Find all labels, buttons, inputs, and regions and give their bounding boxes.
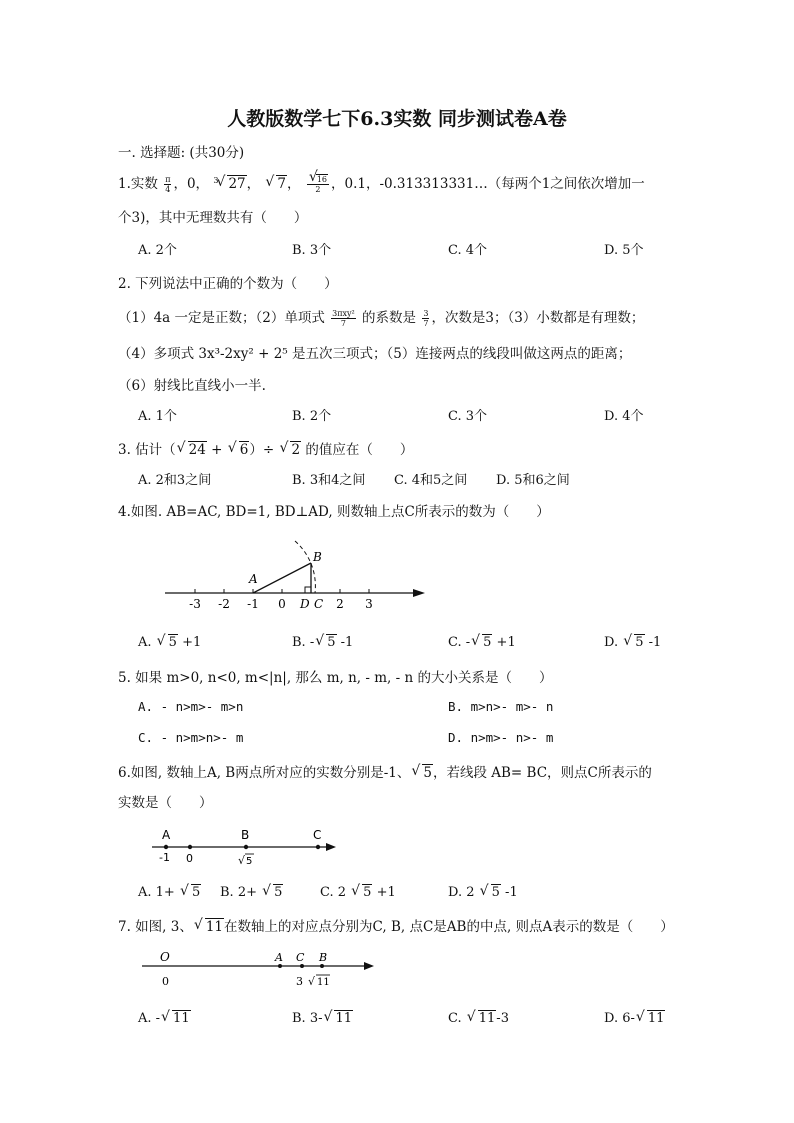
q4-tick-label: 3	[365, 597, 373, 611]
q1-root-index: 3	[213, 175, 219, 185]
q6-label-b: B	[241, 828, 250, 842]
q7-option-c[interactable]	[448, 1011, 509, 1026]
q3-option-d[interactable]: D. 5和6之间	[496, 473, 570, 488]
q4-option-a[interactable]	[138, 635, 201, 650]
q6-label-sqrt5: 5	[246, 856, 253, 867]
q1-r16: 16	[316, 175, 327, 184]
q7-b-pre: B. 3-	[292, 1011, 323, 1026]
q5-option-c[interactable]: C. - n>m>n>- m	[138, 730, 244, 745]
q6-a-rad: 5	[191, 885, 201, 900]
q4-b-rad: 5	[327, 635, 336, 650]
q6-label-zero: 0	[186, 852, 193, 865]
q4-tick-label: 2	[336, 597, 344, 611]
q6-b-pre: B. 2+	[220, 885, 262, 900]
q1-r27: 27	[228, 176, 246, 192]
q4-option-b[interactable]	[292, 635, 353, 650]
q6-option-c[interactable]	[320, 885, 396, 900]
q6-label-c: C	[313, 828, 322, 842]
q1-option-a[interactable]: A. 2个	[138, 243, 177, 258]
pi-over-4	[164, 175, 171, 194]
sqrt-6	[228, 442, 250, 458]
q6-option-b[interactable]	[220, 885, 283, 900]
q2-option-a[interactable]: A. 1个	[138, 409, 177, 424]
q3-r24: 24	[188, 442, 206, 458]
q7-option-b[interactable]	[292, 1011, 353, 1026]
q7-label-zero: 0	[162, 975, 169, 988]
question-1-line-1: 1.实数 $\frac{\pi}{4}$ ，0， $^3$√ 27， √ 7， √ $\frac{16}{2}$ ，0.1，-0.313313331…（每两个1之间依次增加一	[118, 172, 645, 194]
q2-frac-den: 7	[340, 319, 346, 328]
q2-l1d: ，次数是3；（3）小数都是有理数；	[431, 310, 645, 326]
q4-label-d: D	[300, 597, 310, 611]
q3-c: 的值应在（ ）	[301, 442, 414, 458]
q1-four: 4	[165, 185, 171, 194]
q4-tick-label: -1	[247, 597, 259, 611]
q4-axis-arrow	[413, 589, 425, 597]
q4-c-post: +1	[492, 635, 516, 650]
q1-option-d[interactable]: D. 5个	[604, 243, 644, 258]
q3-b: ）÷	[249, 442, 279, 458]
q6-label-a: A	[162, 828, 171, 842]
q2-frac-num: 3πxy²	[332, 309, 355, 318]
q1-option-c[interactable]: C. 4个	[448, 243, 488, 258]
q6-label-minus-one: -1	[159, 851, 170, 864]
question-2-line-3: （6）射线比直线小一半.	[118, 378, 266, 394]
q3-r6: 6	[239, 442, 249, 458]
q3-a: 3. 估计（	[118, 442, 176, 458]
sqrt-5	[411, 765, 433, 781]
q2-l1b: 的系数是	[362, 310, 417, 326]
q1-tail: ，0.1，-0.313313331…（每两个1之间依次增加一	[331, 176, 645, 192]
question-2-stem: 2. 下列说法中正确的个数为（ ）	[118, 276, 338, 292]
q6-axis-arrow	[326, 843, 336, 851]
sqrt-11	[194, 919, 224, 935]
q7-axis-arrow	[364, 962, 374, 970]
q4-option-d[interactable]	[604, 635, 661, 650]
q4-d-rad: 5	[635, 635, 644, 650]
q4-right-angle	[305, 587, 311, 593]
q7-d-rad: 11	[647, 1011, 665, 1026]
question-2-line-2: （4）多项式 3x³-2xy² + 2⁵ 是五次三项式；（5）连接两点的线段叫做这两点的距离；	[118, 346, 632, 362]
q7-a-pre: A. -	[138, 1011, 161, 1026]
q1-pi: π	[165, 175, 171, 184]
q3-option-b[interactable]: B. 3和4之间	[292, 473, 366, 488]
q6-d-pre: D. 2	[448, 885, 479, 900]
q4-label-a: A	[249, 572, 258, 586]
q2-c-den: 7	[423, 319, 429, 328]
q4-number-line-figure	[155, 535, 435, 615]
q6-point-c	[316, 845, 320, 849]
sqrt16-over-2	[307, 175, 329, 194]
q2-c-num: 3	[423, 309, 429, 318]
q7-option-a[interactable]	[138, 1011, 191, 1026]
q4-arc	[295, 541, 315, 593]
page-title: 人教版数学七下6.3实数 同步测试卷A卷	[227, 108, 567, 130]
q1-zero: ，0，	[173, 176, 210, 192]
q2-l1a: （1）4a 一定是正数；（2）单项式	[118, 310, 325, 326]
q6-c-pre: C. 2	[320, 885, 351, 900]
q1-prefix: 1.实数	[118, 176, 158, 192]
q6-r5: 5	[423, 765, 432, 781]
q6-point-a	[164, 845, 168, 849]
q7-point-b	[320, 964, 324, 968]
q7-sqrt-sign: √	[308, 975, 316, 988]
sqrt-7	[265, 176, 287, 192]
q3-r2: 2	[291, 442, 301, 458]
q3-option-a[interactable]: A. 2和3之间	[138, 473, 212, 488]
q7-c-pre: C.	[448, 1011, 466, 1026]
cube-root-27	[213, 176, 246, 193]
q6-c-post: +1	[372, 885, 396, 900]
sqrt-2	[279, 442, 301, 458]
q7-b: 在数轴上的对应点分别为C, B, 点C是AB的中点, 则点A表示的数是（ ）	[224, 919, 674, 935]
q7-label-b: B	[319, 951, 328, 964]
q3-plus: +	[206, 442, 227, 458]
q1-r7: 7	[277, 176, 287, 192]
q6-d-rad: 5	[491, 885, 500, 900]
three-sevenths	[422, 309, 429, 328]
q4-a-pre: A.	[138, 635, 156, 650]
question-1-line-2: 个3)，其中无理数共有（ ）	[118, 210, 308, 226]
question-7-stem	[118, 915, 674, 935]
q6-point-zero	[188, 845, 192, 849]
q6-option-d[interactable]	[448, 885, 518, 900]
q7-a: 7. 如图, 3、	[118, 919, 193, 935]
q4-option-c[interactable]	[448, 635, 516, 650]
q7-point-c	[300, 964, 304, 968]
q7-number-line-figure	[140, 948, 380, 993]
q6-a: 6.如图, 数轴上A, B两点所对应的实数分别是-1、	[118, 765, 411, 781]
q3-option-c[interactable]: C. 4和5之间	[394, 473, 468, 488]
q7-label-c: C	[296, 951, 305, 964]
q7-d-pre: D. 6-	[604, 1011, 635, 1026]
q6-b: ，若线段 AB= BC，则点C所表示的	[432, 765, 652, 781]
q4-d-post: -1	[644, 635, 662, 650]
q5-option-d[interactable]: D. n>m>- n>- m	[448, 730, 554, 745]
q7-option-d[interactable]	[604, 1011, 665, 1026]
q2-option-b[interactable]: B. 2个	[292, 409, 332, 424]
q6-d-post: -1	[500, 885, 518, 900]
q4-tick-label: 0	[278, 597, 286, 611]
q1-option-b[interactable]: B. 3个	[292, 243, 332, 258]
q4-a-post: +1	[177, 635, 202, 650]
q7-point-a	[278, 964, 282, 968]
q2-option-d[interactable]: D. 4个	[604, 409, 644, 424]
q4-segment-ab	[253, 563, 311, 593]
q4-c-rad: 5	[483, 635, 492, 650]
q4-a-rad: 5	[168, 635, 177, 650]
q7-b-rad: 11	[335, 1011, 353, 1026]
q4-tick-label: -2	[218, 597, 230, 611]
q4-c-pre: C. -	[448, 635, 471, 650]
question-4-stem: 4.如图. AB=AC, BD=1, BD⊥AD, 则数轴上点C所表示的数为（ ）	[118, 504, 550, 520]
q7-label-sqrt11: 11	[317, 977, 330, 988]
q7-label-three: 3	[296, 975, 303, 988]
sqrt-24	[177, 442, 207, 458]
q4-label-b: B	[313, 550, 322, 564]
q7-label-a: A	[275, 951, 283, 964]
q4-tick-label: -3	[189, 597, 201, 611]
q6-c-rad: 5	[363, 885, 372, 900]
q4-label-c: C	[314, 597, 324, 611]
q2-option-c[interactable]: C. 3个	[448, 409, 488, 424]
q7-label-o: O	[160, 950, 170, 964]
q4-b-post: -1	[336, 635, 354, 650]
question-6-line-2: 实数是（ ）	[118, 795, 213, 811]
q6-point-b	[244, 845, 248, 849]
q7-c-post: -3	[496, 1011, 509, 1026]
question-6-line-1	[118, 761, 652, 781]
q4-b-pre: B. -	[292, 635, 315, 650]
q6-number-line-figure	[148, 825, 343, 870]
q7-r11: 11	[205, 919, 224, 935]
question-5-stem: 5. 如果 m>0, n<0, m<|n|, 那么 m, n, - m, - n 的大小关系是（ ）	[118, 670, 553, 686]
question-3-stem	[118, 438, 413, 458]
question-2-line-1	[118, 306, 644, 328]
q4-d-pre: D.	[604, 635, 623, 650]
q6-a-pre: A. 1+	[138, 885, 179, 900]
q5-option-b[interactable]: B. m>n>- m>- n	[448, 699, 554, 714]
q7-a-rad: 11	[173, 1011, 190, 1026]
section-heading: 一. 选择题: (共30分)	[118, 145, 245, 161]
q6-option-a[interactable]	[138, 885, 201, 900]
q7-c-rad: 11	[478, 1011, 496, 1026]
coef-fraction	[331, 309, 356, 328]
q1-two: 2	[315, 185, 321, 194]
q6-b-rad: 5	[274, 885, 283, 900]
q6-sqrt-sign: √	[238, 854, 246, 867]
q5-option-a[interactable]: A. - n>m>- m>n	[138, 699, 244, 714]
